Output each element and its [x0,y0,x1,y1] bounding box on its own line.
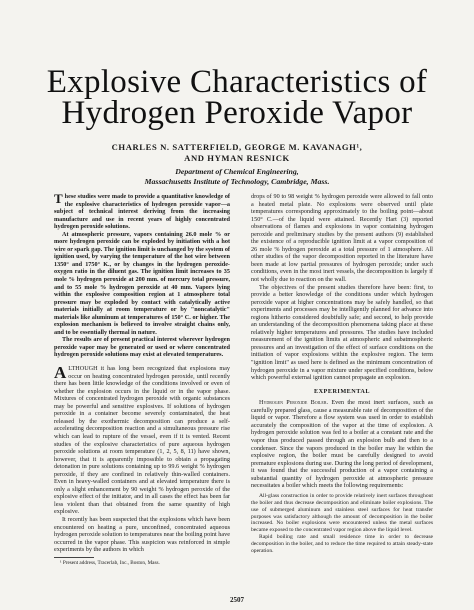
authors-line-1: CHARLES N. SATTERFIELD, GEORGE M. KAVANAGH¹, [111,142,363,152]
intro-paragraph-2: It recently has been suspected that the explosions which have been encountered on heating a pure, unconfined, concentrated aqueous hydrogen peroxide solution to temperatures near the boiling point have occurred in the vapor phase. This suspicion was reinforced in simple experiments by the authors in which [54,515,230,554]
requirement-item-2: Rapid boiling rate and small residence time in order to decrease decomposition in the boiler, and to reduce the time required to attain steady-state operation. [251,534,433,555]
boiler-paragraph [251,399,433,490]
title-line-2: Hydrogen Peroxide Vapor [61,95,413,131]
right-column [251,193,433,591]
footnote-rule [54,557,94,558]
left-column [54,193,230,591]
page-number: 2507 [230,596,244,604]
section-heading-experimental: EXPERIMENTAL [313,387,371,395]
authors-line-2: AND HYMAN RESNICK [184,153,290,163]
intro-dropcap: A [54,363,67,383]
abstract-paragraph-3: The results are of present practical interest wherever hydrogen peroxide vapor may be generated or used or where concentrated hydrogen peroxide solutions may exist at elevated temperatures. [54,336,230,359]
abstract-paragraph-2: At atmospheric pressure, vapors containing 26.0 mole % or more hydrogen peroxide can be exploded by initiation with a hot wire or spark gap. The ignition limit is unchanged by the system of ignition used, by varying the temperature of the hot wire between 1350° and 1750° K., or by changes in the hydrogen peroxide-oxygen ratio in the diluent gas. The ignition limit increases to 35 mole % hydrogen peroxide at 200 mm. of mercury total pressure, and to 55 mole % hydrogen peroxide at 40 mm. Vapors lying within the explosive composition region at 1 atmosphere total pressure may be exploded by contact with catalytically active materials initially at room temperature or by "noncatalytic" materials like aluminum at temperatures of 150° C. or higher. The explosion mechanism is believed to involve straight chains only, and to be essentially thermal in nature. [54,230,230,336]
title-line-1: Explosive Characteristics of [46,64,428,100]
intro-paragraph-1 [54,365,230,516]
requirement-item-1: All-glass construction in order to provide relatively inert surfaces throughout the boiler and thus decrease decomposition and eliminate boiler explosions. The use of submerged aluminum and stainless steel surfaces for heat transfer purposes was satisfactory although the amount of decomposition in the boiler increased. No boiler explosions were encountered unless the metal surfaces became exposed to the concentrated vapor region above the liquid level. [251,492,433,534]
right-paragraph-2: The objectives of the present studies therefore have been: first, to provide a better knowledge of the conditions under which hydrogen peroxide vapor at higher concentrations may be safely handled, so that experiments and processes may be intelligently planned for advance into regions hitherto considered doubtfully safe; and second, to help provide an understanding of the decomposition phenomena taking place at these relatively higher temperatures and pressures. The studies have included measurement of the ignition limits at atmospheric and subatmospheric pressures and an investigation of the effect of surface conditions on the initiation of vapor explosions within the explosive region. The term "ignition limit" as used here is defined as the minimum concentration of hydrogen peroxide in a vapor mixture under specified conditions, below which powerful external ignition cannot propagate an explosion. [251,283,433,382]
footnote: ¹ Present address, Tracerlab, Inc., Boston, Mass. [60,559,160,566]
affiliation-department: Department of Chemical Engineering, [175,167,299,176]
boiler-paragraph-text: Even the most inert surfaces, such as carefully prepared glass, cause a measurable rate of decomposition of the liquid or vapor. Therefore a flow system was used in order to establish accurately the composition of the vapor at the time of explosion. A hydrogen peroxide solution was fed to a boiler at a constant rate and the vapor thus produced passed through an explosion bulb and then to a condenser. Since the vapors produced in the boiler may lie within the explosive region, the boiler must be carefully designed to avoid premature explosions during use. During the long period of development, it was found that the successful production of a vapor containing a substantial quantity of hydrogen peroxide at atmospheric pressure necessitates a boiler which meets the following requirements: [251,399,433,490]
abstract-paragraph-1-text: hese studies were made to provide a quantitative knowledge of the explosive characteristics of hydrogen peroxide vapor—a subject of technical interest deriving from the increasing manufacture and use in recent years of highly concentrated hydrogen peroxide solutions. [54,193,230,231]
affiliation-institution: Massachusetts Institute of Technology, Cambridge, Mass. [144,177,330,186]
intro-paragraph-1-text: LTHOUGH it has long been recognized that explosions may occur on heating concentrated hydrogen peroxide, until recently there has been little knowledge of the conditions involved or even of whether the explosion occurs in the liquid or in the vapor phase. Mixtures of concentrated hydrogen peroxide with organic substances may be powerful and sensitive explosives. If solutions of hydrogen peroxide in a container become severely contaminated, the heat released by the exothermic decomposition can produce a self-accelerating decomposition reaction and a simultaneous pressure rise which can lead to rupture of the vessel, even if it is vented. Recent studies of the explosive characteristics of pure aqueous hydrogen peroxide solutions at room temperature (1, 2, 5, 8, 11) have shown, however, that it is apparently impossible to obtain a propagating detonation in pure solutions containing up to 99.6 weight % hydrogen peroxide, if they are confined in relatively thin-walled containers. Even in heavy-walled containers and at elevated temperature there is only a slight enhancement by 90 weight % hydrogen peroxide of the explosive effect of the initiator, and in all cases the effect has been far less violent than that obtained from the same quantity of high explosive. [54,365,230,516]
abstract-initial: T [54,193,63,206]
boiler-runin-heading: Hydrogen Peroxide Boiler. [259,399,329,407]
right-paragraph-1: drops of 90 to 98 weight % hydrogen peroxide were allowed to fall onto a heated metal plate. No explosions were observed until plate temperatures corresponding approximately to the boiling point—about 150° C.—of the liquid were attained. Recently Hart (3) reported observations of flames and explosions in vapor containing hydrogen peroxide and preliminary studies by the present authors (9) established the existence of a reproducible ignition limit at a vapor composition of 26 mole % hydrogen peroxide at a total pressure of 1 atmosphere. All other studies of the vapor decomposition reported in the literature have been made at low partial pressures of hydrogen peroxide; under such conditions, even in the most inert vessels, the decomposition is largely if not wholly due to reaction on the wall. [251,193,433,284]
abstract-paragraph-1 [54,193,230,231]
